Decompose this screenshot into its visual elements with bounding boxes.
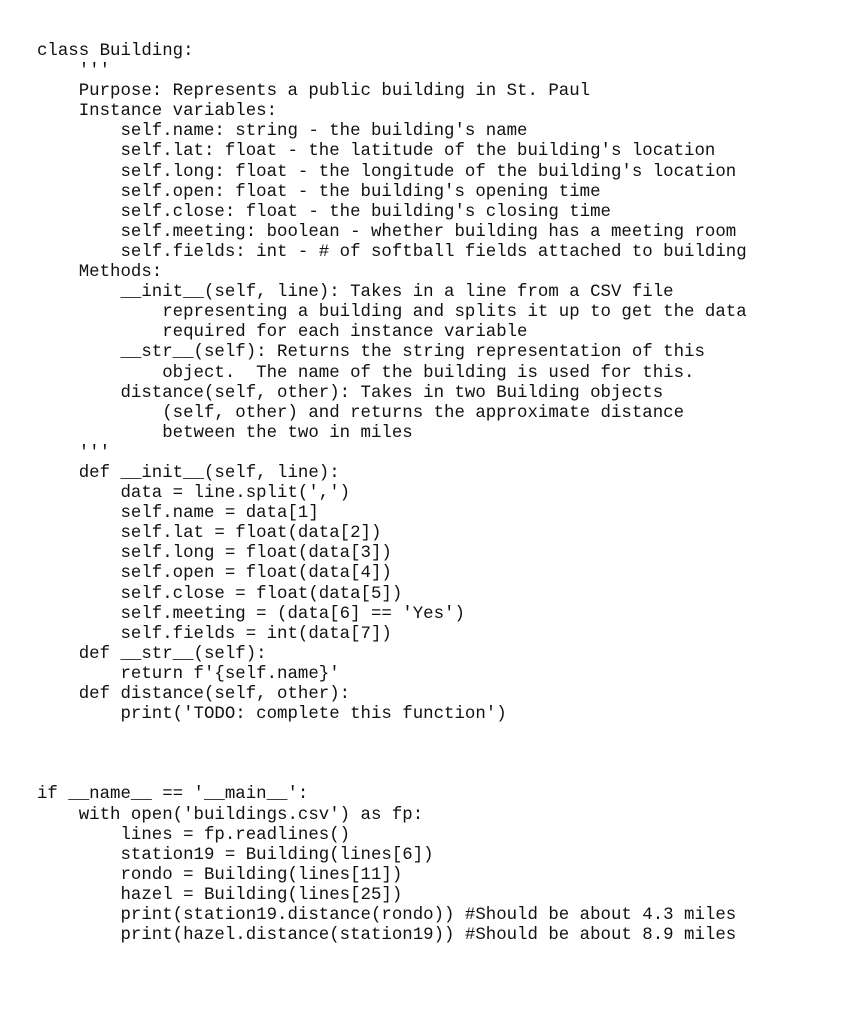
code-line: Purpose: Represents a public building in St. Paul: [37, 82, 591, 102]
code-line: print('TODO: complete this function'): [37, 705, 507, 725]
code-line: self.long: float - the longitude of the building's location: [37, 162, 737, 182]
code-line: lines = fp.readlines(): [37, 825, 351, 845]
code-line: self.name = data[1]: [37, 504, 319, 524]
code-line: [37, 765, 747, 785]
code-line: self.close = float(data[5]): [37, 584, 403, 604]
code-line: with open('buildings.csv') as fp:: [37, 805, 424, 825]
code-line: object. The name of the building is used for this.: [37, 363, 695, 383]
code-line: ''': [37, 62, 111, 82]
code-line: (self, other) and returns the approximate distance: [37, 403, 685, 423]
code-line: def __str__(self):: [37, 644, 267, 664]
code-line: self.close: float - the building's closing time: [37, 202, 611, 222]
code-line: print(hazel.distance(station19)) #Should be about 8.9 miles: [37, 926, 737, 946]
code-line: self.fields: int - # of softball fields attached to building: [37, 242, 747, 262]
code-line: self.name: string - the building's name: [37, 122, 528, 142]
code-line: distance(self, other): Takes in two Building objects: [37, 383, 664, 403]
code-line: Instance variables:: [37, 102, 278, 122]
code-line: Methods:: [37, 263, 163, 283]
code-line: class Building:: [37, 42, 194, 61]
code-line: [37, 745, 747, 765]
code-line: self.long = float(data[3]): [37, 544, 392, 564]
code-line: print(station19.distance(rondo)) #Should be about 4.3 miles: [37, 906, 737, 926]
code-line: representing a building and splits it up to get the data: [37, 303, 747, 323]
code-line: ''': [37, 443, 111, 463]
code-line: self.lat = float(data[2]): [37, 524, 382, 544]
code-line: station19 = Building(lines[6]): [37, 845, 434, 865]
code-line: hazel = Building(lines[25]): [37, 885, 403, 905]
code-line: __str__(self): Returns the string representation of this: [37, 343, 705, 363]
code-listing: [37, 42, 747, 946]
code-line: between the two in miles: [37, 423, 413, 443]
code-line: def distance(self, other):: [37, 685, 351, 704]
code-line: data = line.split(','): [37, 484, 351, 504]
code-line: self.lat: float - the latitude of the building's location: [37, 142, 716, 162]
code-line: __init__(self, line): Takes in a line from a CSV file: [37, 283, 674, 303]
code-line: self.open: float - the building's opening time: [37, 182, 601, 202]
code-line: return f'{self.name}': [37, 664, 340, 684]
code-line: rondo = Building(lines[11]): [37, 865, 403, 885]
code-line: self.fields = int(data[7]): [37, 624, 392, 644]
code-line: self.meeting = (data[6] == 'Yes'): [37, 604, 465, 624]
code-line: if __name__ == '__main__':: [37, 785, 309, 805]
code-line: required for each instance variable: [37, 323, 528, 343]
code-line: self.open = float(data[4]): [37, 564, 392, 584]
code-line: self.meeting: boolean - whether building has a meeting room: [37, 222, 737, 242]
code-line: [37, 725, 747, 745]
code-line: def __init__(self, line):: [37, 463, 340, 483]
